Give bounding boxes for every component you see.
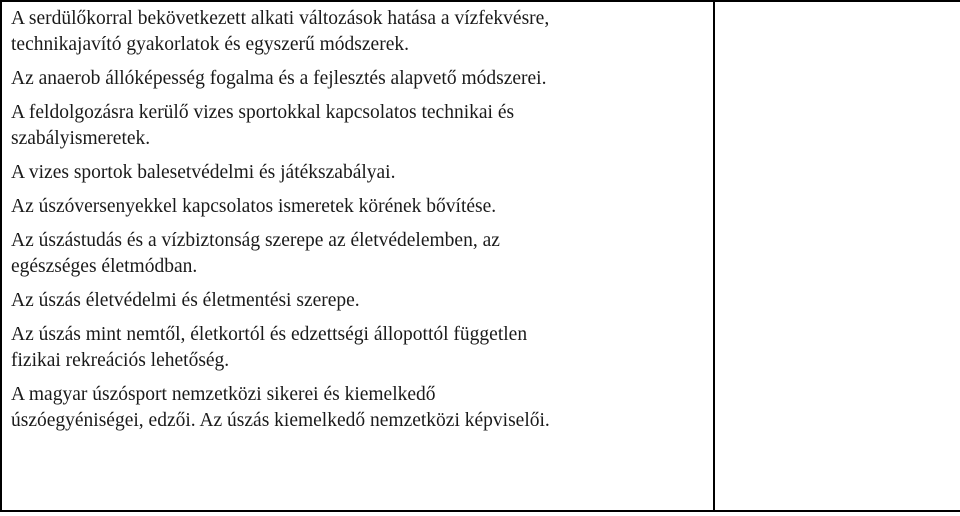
line: úszóegyéniségei, edzői. Az úszás kiemelkedő nemzetközi képviselői. xyxy=(11,410,550,431)
empty-cell xyxy=(714,1,960,511)
line: Az úszóversenyekkel kapcsolatos ismeretek körének bővítése. xyxy=(11,196,497,217)
paragraph-3 xyxy=(11,100,707,152)
paragraph-8 xyxy=(11,322,707,374)
line: egészséges életmódban. xyxy=(11,256,198,277)
line: A vizes sportok balesetvédelmi és játékszabályai. xyxy=(11,162,396,183)
topics-list xyxy=(2,2,713,434)
paragraph-7 xyxy=(11,288,707,314)
paragraph-9 xyxy=(11,382,707,434)
line: Az anaerob állóképesség fogalma és a fejlesztés alapvető módszerei. xyxy=(11,68,547,89)
line: A serdülőkorral bekövetkezett alkati változások hatása a vízfekvésre, xyxy=(11,8,550,29)
paragraph-5 xyxy=(11,194,707,220)
line: A magyar úszósport nemzetközi sikerei és kiemelkedő xyxy=(11,384,436,405)
line: fizikai rekreációs lehetőség. xyxy=(11,350,230,371)
paragraph-4 xyxy=(11,160,707,186)
paragraph-2 xyxy=(11,66,707,92)
line: Az úszás mint nemtől, életkortól és edzettségi állopottól független xyxy=(11,324,528,345)
line: Az úszás életvédelmi és életmentési szerepe. xyxy=(11,290,360,311)
paragraph-1 xyxy=(11,6,707,58)
line: szabályismeretek. xyxy=(11,128,151,149)
table-row xyxy=(1,1,960,511)
line: technikajavító gyakorlatok és egyszerű módszerek. xyxy=(11,34,409,55)
paragraph-6 xyxy=(11,228,707,280)
topics-cell xyxy=(1,1,714,511)
line: Az úszástudás és a vízbiztonság szerepe az életvédelemben, az xyxy=(11,230,500,251)
line: A feldolgozásra kerülő vizes sportokkal kapcsolatos technikai és xyxy=(11,102,515,123)
